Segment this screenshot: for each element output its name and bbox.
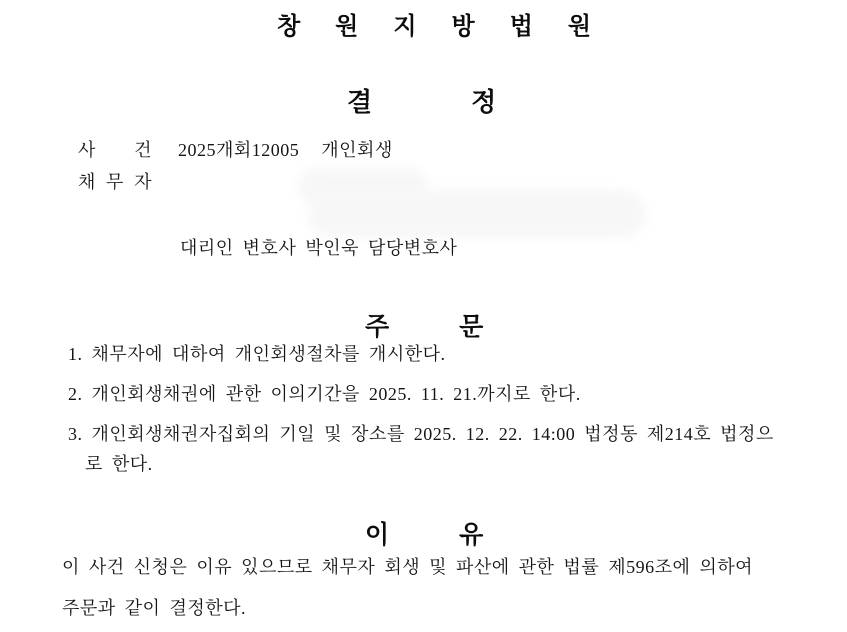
case-number: 2025개회12005 [178,140,300,160]
order-line: 3. 개인회생채권자집회의 기일 및 장소를 2025. 12. 22. 14:00 법정동 제214호 법정으 [68,424,774,444]
document-title: 결정 [347,87,596,117]
court-name: 창원지방법원 [277,13,627,40]
order-line: 1. 채무자에 대하여 개인회생절차를 개시한다. [68,344,446,364]
representative-line: 대리인 변호사 박인욱 담당변호사 [180,238,458,258]
debtor-label: 채 무 자 [78,172,152,192]
redacted-debtor-info [308,190,646,238]
case-label: 사 건 [78,140,152,160]
case-row [78,139,393,161]
case-type: 개인회생 [321,140,393,160]
reason-heading: 이유 [365,521,554,549]
reason-line: 이 사건 신청은 이유 있으므로 채무자 회생 및 파산에 관한 법률 제596조에 의하여 [62,557,754,577]
reason-line: 주문과 같이 결정한다. [62,598,246,618]
order-line-continuation: 로 한다. [85,454,153,474]
order-heading: 주문 [365,313,554,341]
debtor-row [78,171,152,193]
order-line: 2. 개인회생채권에 관한 이의기간을 2025. 11. 21.까지로 한다. [68,384,581,404]
